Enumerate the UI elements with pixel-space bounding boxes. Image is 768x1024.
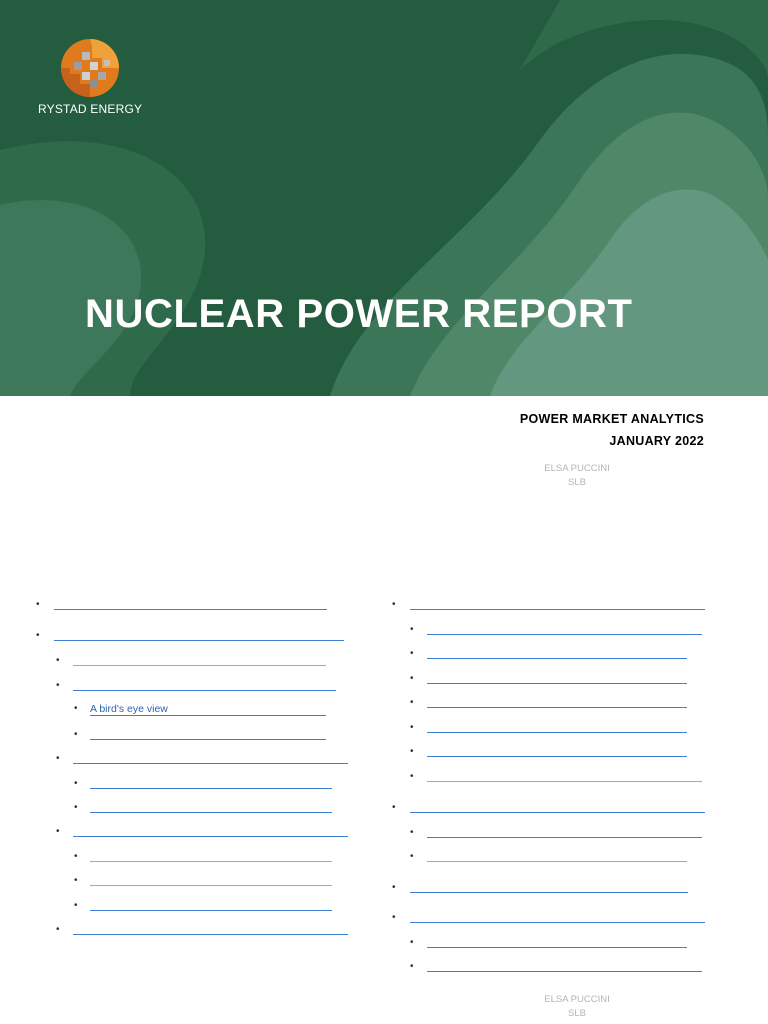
- toc-bullet: •: [410, 624, 414, 635]
- toc-link[interactable]: [427, 683, 687, 684]
- report-title: NUCLEAR POWER REPORT: [85, 292, 633, 336]
- author-name: ELSA PUCCINI: [544, 994, 610, 1005]
- toc-link[interactable]: [410, 892, 688, 893]
- toc-link[interactable]: [90, 885, 332, 886]
- toc-bullet: •: [410, 851, 414, 862]
- toc-bullet: •: [392, 802, 396, 813]
- logo-wordmark: RYSTAD ENERGY: [38, 102, 143, 116]
- toc-link-underline: [90, 715, 326, 716]
- toc-link[interactable]: [90, 861, 332, 862]
- toc-link[interactable]: [427, 861, 687, 862]
- toc-bullet: •: [74, 802, 78, 813]
- toc-bullet: •: [56, 826, 60, 837]
- toc-link[interactable]: [410, 812, 705, 813]
- globe-logo-icon: [60, 38, 120, 98]
- report-category: POWER MARKET ANALYTICS: [519, 412, 704, 426]
- toc-bullet: •: [392, 882, 396, 893]
- toc-link[interactable]: [73, 690, 336, 691]
- author-org: SLB: [568, 477, 586, 488]
- toc-link[interactable]: [427, 634, 702, 635]
- toc-bullet: •: [410, 697, 414, 708]
- toc-bullet: •: [74, 875, 78, 886]
- company-logo[interactable]: [38, 38, 142, 116]
- toc-bullet: •: [36, 630, 40, 641]
- toc-link-birds-eye-view[interactable]: A bird's eye view: [90, 703, 168, 715]
- toc-link[interactable]: [90, 910, 332, 911]
- author-block-bottom: [540, 993, 614, 1021]
- toc-link[interactable]: [90, 788, 332, 789]
- toc-link[interactable]: [427, 781, 702, 782]
- toc-link[interactable]: [73, 665, 326, 666]
- toc-link[interactable]: [427, 837, 702, 838]
- author-name: ELSA PUCCINI: [544, 463, 610, 474]
- toc-link[interactable]: [427, 756, 687, 757]
- toc-link[interactable]: [90, 739, 326, 740]
- toc-bullet: •: [410, 722, 414, 733]
- toc-link[interactable]: [427, 732, 687, 733]
- toc-bullet: •: [410, 961, 414, 972]
- toc-link[interactable]: [427, 707, 687, 708]
- toc-bullet: •: [74, 851, 78, 862]
- toc-bullet: •: [410, 648, 414, 659]
- toc-link[interactable]: [54, 609, 327, 610]
- toc-link[interactable]: [427, 971, 702, 972]
- toc-bullet: •: [56, 680, 60, 691]
- author-block-top: [540, 462, 614, 490]
- toc-link[interactable]: [73, 763, 348, 764]
- toc-bullet: •: [410, 771, 414, 782]
- toc-link[interactable]: [427, 658, 687, 659]
- toc-bullet: •: [56, 655, 60, 666]
- toc-bullet: •: [410, 827, 414, 838]
- toc-bullet: •: [410, 746, 414, 757]
- toc-bullet: •: [392, 912, 396, 923]
- toc-link[interactable]: [90, 812, 332, 813]
- toc-bullet: •: [74, 900, 78, 911]
- toc-bullet: •: [56, 924, 60, 935]
- toc-bullet: •: [56, 753, 60, 764]
- toc-link[interactable]: [410, 609, 705, 610]
- toc-link[interactable]: [427, 947, 687, 948]
- toc-link[interactable]: [54, 640, 344, 641]
- author-org: SLB: [568, 1008, 586, 1019]
- toc-bullet: •: [410, 673, 414, 684]
- toc-bullet: •: [36, 599, 40, 610]
- toc-bullet: •: [74, 729, 78, 740]
- report-date: JANUARY 2022: [609, 434, 704, 448]
- toc-link[interactable]: [73, 934, 348, 935]
- cover-banner: [0, 0, 768, 396]
- toc-bullet: •: [74, 778, 78, 789]
- toc-bullet: •: [74, 703, 78, 714]
- toc-bullet: •: [410, 937, 414, 948]
- toc-link[interactable]: [73, 836, 348, 837]
- toc-link[interactable]: [410, 922, 705, 923]
- toc-bullet: •: [392, 599, 396, 610]
